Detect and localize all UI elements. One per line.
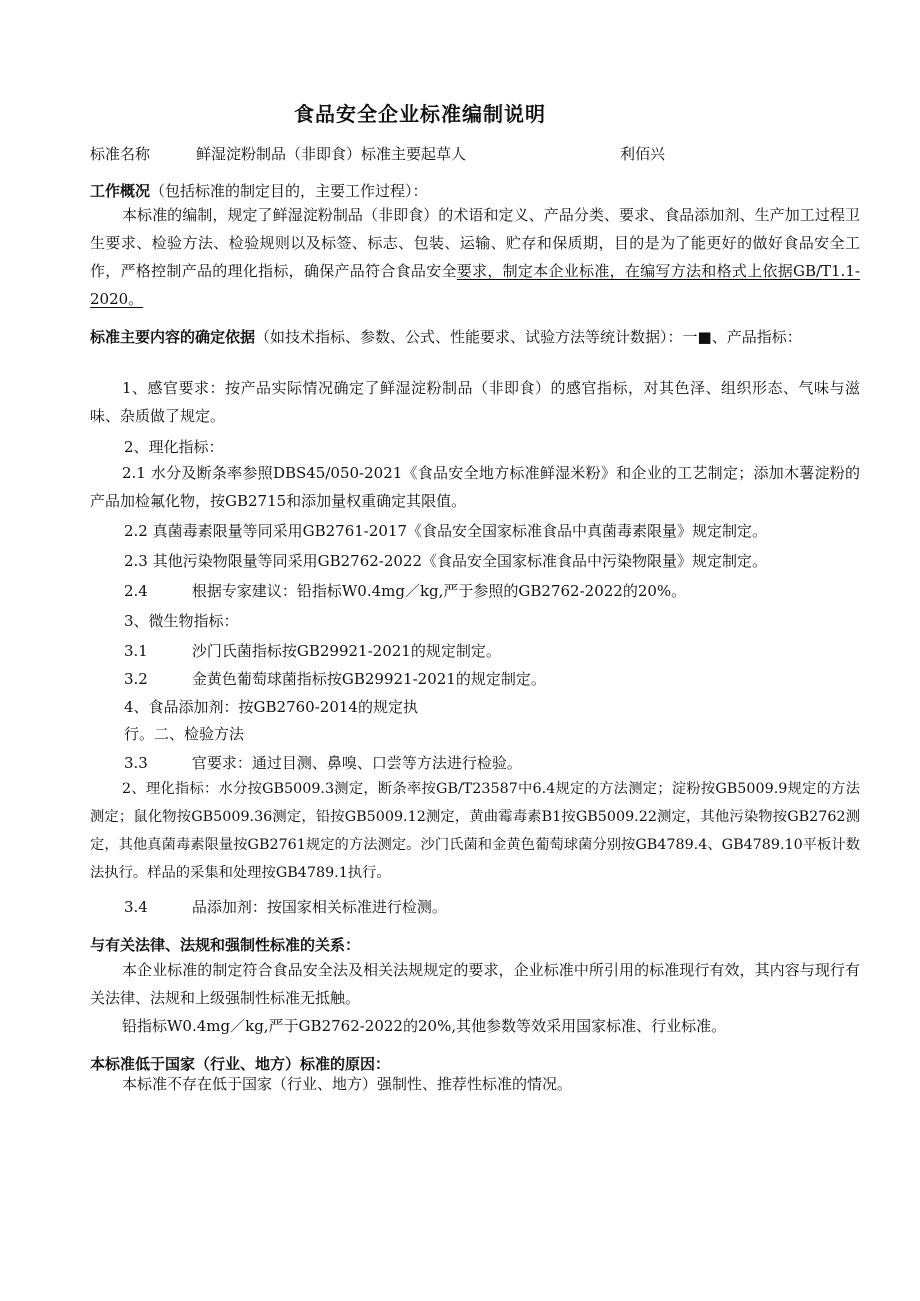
item-3-3-text: 官要求：通过目测、鼻嗅、口尝等方法进行检验。 xyxy=(191,754,522,772)
sensory-paragraph: 1、感官要求：按产品实际情况确定了鲜湿淀粉制品（非即食）的感官指标，对其色泽、组织形态、气味与滋味、杂质做了规定。 xyxy=(90,379,860,425)
work-overview-text: 本标准的编制，规定了鲜湿淀粉制品（非即食）的术语和定义、产品分类、要求、食品添加剂、生产加工过程卫生要求、检验方法、检验规则以及标签、标志、包装、运输、贮存和保质期，目的是为了能更好的做好食品安全工作，严格控制产品的理化指标，确保产品符合食品安全 xyxy=(90,206,860,280)
page-title: 食品安全企业标准编制说明 xyxy=(294,102,546,126)
work-overview-paragraph xyxy=(90,201,860,313)
item-2-1: 2.1 水分及断条率参照DBS45/050-2021《食品安全地方标准鲜湿米粉》和企业的工艺制定；添加木薯淀粉的产品加检氟化物，按GB2715和添加量权重确定其限值。 xyxy=(90,464,860,510)
item-2-4-number: 2.4 xyxy=(124,582,148,600)
basis-title: 标准主要内容的确定依据 xyxy=(90,328,256,346)
standard-name-label: 标准名称 xyxy=(90,145,151,163)
work-overview-heading xyxy=(90,180,870,201)
item-3-2 xyxy=(124,668,546,689)
item-2-3: 2.3 其他污染物限量等同采用GB2762-2022《食品安全国家标准食品中污染物限量》规定制定。 xyxy=(124,552,768,570)
item-3-1-number: 3.1 xyxy=(124,642,148,660)
phys-chem-label: 2、理化指标： xyxy=(124,438,224,456)
item-3-4 xyxy=(124,896,447,917)
item-3-4-text: 品添加剂：按国家相关标准进行检测。 xyxy=(191,898,447,916)
work-overview-text-underlined: 要求，制定本企业标准，在编写方法和格式上依据GB/T1.1-2020。 xyxy=(90,262,860,308)
standard-name-value: 鲜湿淀粉制品（非即食）标准主要起草人 xyxy=(196,145,467,163)
item-2-4-text: 根据专家建议：铅指标W0.4mg／kg,严于参照的GB2762-2022的20%。 xyxy=(191,582,687,600)
relation-title: 与有关法律、法规和强制性标准的关系： xyxy=(90,936,361,954)
item-3-4-number: 3.4 xyxy=(124,898,148,916)
item-3-2-text: 金黄色葡萄球菌指标按GB29921-2021的规定制定。 xyxy=(191,670,546,688)
item-2-2: 2.2 真菌毒素限量等同采用GB2761-2017《食品安全国家标准食品中真菌毒素限量》规定制定。 xyxy=(124,522,768,540)
item-3-3-number: 3.3 xyxy=(124,754,148,772)
relation-paragraph-1: 本企业标准的制定符合食品安全法及相关法规规定的要求，企业标准中所引用的标准现行有效，其内容与现行有关法律、法规和上级强制性标准无抵触。 xyxy=(90,961,860,1007)
micro-label: 3、微生物指标： xyxy=(124,612,239,630)
item-3-1 xyxy=(124,640,501,661)
relation-heading xyxy=(90,934,870,955)
item-3-2-number: 3.2 xyxy=(124,670,148,688)
lower-title: 本标准低于国家（行业、地方）标准的原因： xyxy=(90,1055,391,1073)
basis-heading xyxy=(90,324,850,350)
work-overview-title: 工作概况 xyxy=(90,182,151,200)
item-2-4 xyxy=(124,580,686,601)
additive-line: 4、食品添加剂：按GB2760-2014的规定执 xyxy=(124,698,418,716)
basis-note: （如技术指标、参数、公式、性能要求、试验方法等统计数据）：一■、产品指标： xyxy=(255,328,802,346)
work-overview-note: （包括标准的制定目的，主要工作过程）： xyxy=(150,182,428,200)
item-3-1-text: 沙门氏菌指标按GB29921-2021的规定制定。 xyxy=(191,642,501,660)
drafter-name: 利佰兴 xyxy=(620,145,666,163)
item-3-3 xyxy=(124,752,522,773)
lower-paragraph: 本标准不存在低于国家（行业、地方）强制性、推荐性标准的情况。 xyxy=(122,1075,573,1093)
phys-chem-methods-paragraph: 2、理化指标：水分按GB5009.3测定，断条率按GB/T23587中6.4规定的方法测定；淀粉按GB5009.9规定的方法测定；鼠化物按GB5009.36测定，铅按GB5009.12测定，黄曲霉毒素B1按GB5009.22测定，其他污染物按GB2762测定，其他真菌毒素限量按GB2761规定的方法测定。沙门氏菌和金黄色葡萄球菌分别按GB4789.4、GB4789.10平板计数法执行。样品的采集和处理按GB4789.1执行。 xyxy=(90,781,860,881)
methods-line: 行。二、检验方法 xyxy=(124,725,245,743)
relation-paragraph-2: 铅指标W0.4mg／kg,严于GB2762-2022的20%,其他参数等效采用国家标准、行业标准。 xyxy=(122,1017,727,1035)
